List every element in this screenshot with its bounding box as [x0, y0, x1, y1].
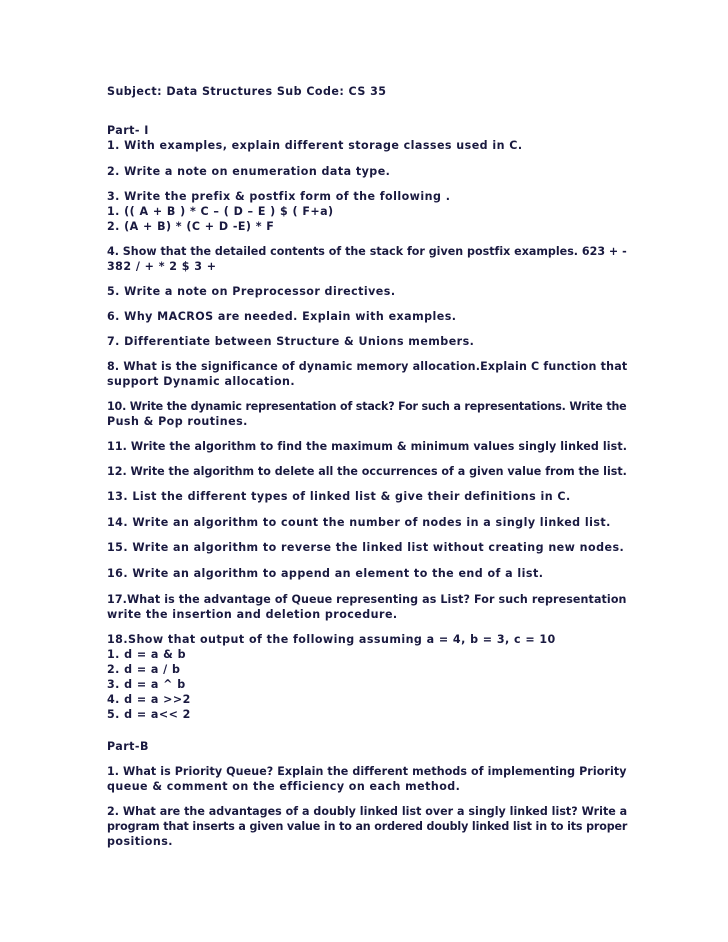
- question-line: 17.What is the advantage of Queue representing as List? For such representation: [107, 593, 627, 606]
- question-line: 3. Write the prefix & postfix form of the following .: [107, 190, 451, 203]
- expression-line: 1. (( A + B ) * C – ( D – E ) $ ( F+a): [107, 205, 334, 218]
- question-line: 1. What is Priority Queue? Explain the different methods of implementing Priority: [107, 765, 627, 778]
- question-line: 13. List the different types of linked list & give their definitions in C.: [107, 490, 571, 503]
- expression-line: 5. d = a<< 2: [107, 708, 191, 721]
- question-line: 11. Write the algorithm to find the maximum & minimum values singly linked list.: [107, 440, 628, 453]
- expression-line: 2. (A + B) * (C + D -E) * F: [107, 220, 275, 233]
- question-line: program that inserts a given value in to an ordered doubly linked list in to its proper: [107, 820, 628, 833]
- question-line: write the insertion and deletion procedure.: [107, 608, 398, 621]
- question-line: queue & comment on the efficiency on each method.: [107, 780, 461, 793]
- question-line: 4. Show that the detailed contents of the stack for given postfix examples. 623 + -: [107, 245, 627, 258]
- question-line: 8. What is the significance of dynamic memory allocation.Explain C function that: [107, 360, 628, 373]
- question-line: 5. Write a note on Preprocessor directives.: [107, 285, 396, 298]
- question-line: 14. Write an algorithm to count the number of nodes in a singly linked list.: [107, 516, 611, 529]
- question-line: 7. Differentiate between Structure & Unions members.: [107, 335, 475, 348]
- question-line: 6. Why MACROS are needed. Explain with examples.: [107, 310, 457, 323]
- expression-line: 4. d = a >>2: [107, 693, 191, 706]
- expression-line: 3. d = a ^ b: [107, 678, 186, 691]
- expression-line: 1. d = a & b: [107, 648, 186, 661]
- question-line: 16. Write an algorithm to append an element to the end of a list.: [107, 567, 544, 580]
- part2-heading: Part-B: [107, 740, 149, 753]
- question-line: 15. Write an algorithm to reverse the linked list without creating new nodes.: [107, 541, 625, 554]
- question-line: 2. Write a note on enumeration data type.: [107, 165, 391, 178]
- question-line: support Dynamic allocation.: [107, 375, 296, 388]
- question-line: 12. Write the algorithm to delete all the occurrences of a given value from the list.: [107, 465, 627, 478]
- part1-heading: Part- I: [107, 124, 149, 137]
- subject-line: Subject: Data Structures Sub Code: CS 35: [107, 85, 387, 98]
- question-line: positions.: [107, 835, 173, 848]
- question-line: 382 / + * 2 $ 3 +: [107, 260, 217, 273]
- question-line: Push & Pop routines.: [107, 415, 248, 428]
- question-line: 2. What are the advantages of a doubly linked list over a singly linked list? Write a: [107, 805, 628, 818]
- expression-line: 2. d = a / b: [107, 663, 181, 676]
- question-line: 18.Show that output of the following assuming a = 4, b = 3, c = 10: [107, 633, 556, 646]
- question-line: 10. Write the dynamic representation of stack? For such a representations. Write the: [107, 400, 627, 413]
- question-line: 1. With examples, explain different storage classes used in C.: [107, 139, 523, 152]
